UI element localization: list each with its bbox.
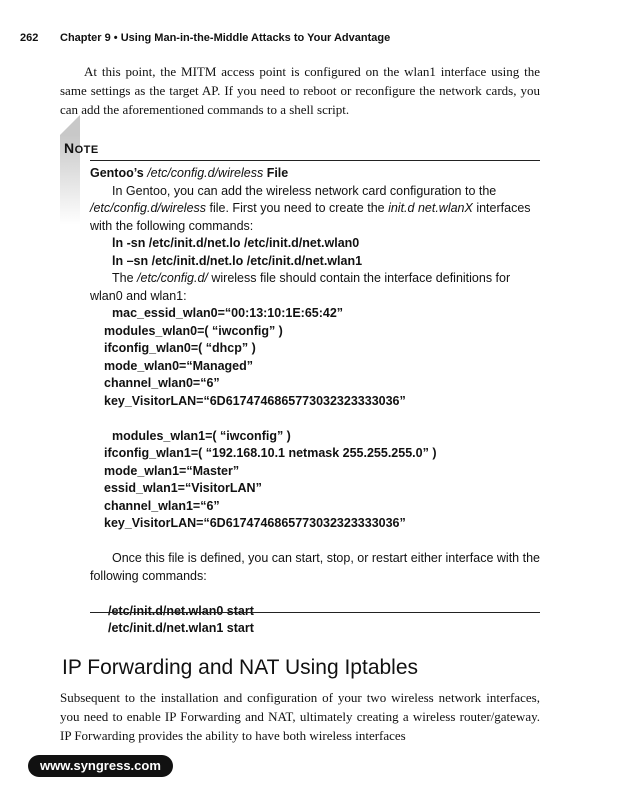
intro-paragraph: At this point, the MITM access point is configured on the wlan1 interface using the same settings as the target AP. If you need to reboot or reconfigure the network cards, you can add the aforementioned commands to a shell script. [60,64,540,117]
note-top-rule [90,160,540,161]
command-line: ln –sn /etc/init.d/net.lo /etc/init.d/net.wlan1 [112,253,363,268]
note-paragraph-1: In Gentoo, you can add the wireless network card configuration to the /etc/config.d/wireless file. First you need to create the init.d net.wlanX interfaces with the following commands: [90,183,531,233]
config-line: key_VisitorLAN=“6D6174746865773032323333036” [104,393,406,408]
chapter-title: Chapter 9 • Using Man-in-the-Middle Attacks to Your Advantage [60,32,391,44]
config-line: mac_essid_wlan0=“00:13:10:1E:65:42” [112,306,344,320]
note-paragraph-3: Once this file is defined, you can start, stop, or restart either interface with the following commands: [90,551,540,583]
config-line: key_VisitorLAN=“6D6174746865773032323333036” [104,516,406,530]
note-bottom-rule [90,612,540,613]
start-command: /etc/init.d/net.wlan0 start [108,603,254,618]
note-label: NOTE [64,140,99,156]
section-paragraph: Subsequent to the installation and configuration of your two wireless network interfaces, you need to enable IP Forwarding and NAT, ultimately creating a wireless router/gateway. IP Forwarding provides the ability to have both wireless interfaces [60,690,540,743]
config-line: mode_wlan0=“Managed” [104,358,253,373]
command-line: ln -sn /etc/init.d/net.lo /etc/init.d/net.wlan0 [112,236,360,250]
config-line: channel_wlan0=“6” [104,376,220,390]
note-body [90,165,542,638]
config-line: channel_wlan1=“6” [104,498,220,513]
footer-url: www.syngress.com [28,755,173,777]
config-line: ifconfig_wlan1=( “192.168.10.1 netmask 255.255.255.0” ) [104,446,437,460]
note-title: Gentoo’s /etc/config.d/wireless File [90,166,289,180]
config-line: mode_wlan1=“Master” [104,463,240,478]
config-line: modules_wlan0=( “iwconfig” ) [104,323,283,338]
running-head [20,32,390,44]
config-line: modules_wlan1=( “iwconfig” ) [112,428,291,443]
config-line: ifconfig_wlan0=( “dhcp” ) [104,341,256,355]
config-line: essid_wlan1=“VisitorLAN” [104,481,262,495]
section-heading: IP Forwarding and NAT Using Iptables [62,656,419,679]
page-number: 262 [20,32,39,44]
start-command: /etc/init.d/net.wlan1 start [108,621,254,635]
note-paragraph-2: The /etc/config.d/ wireless file should contain the interface definitions for wlan0 and wlan1: [90,271,511,303]
note-tab-decoration [60,115,80,135]
